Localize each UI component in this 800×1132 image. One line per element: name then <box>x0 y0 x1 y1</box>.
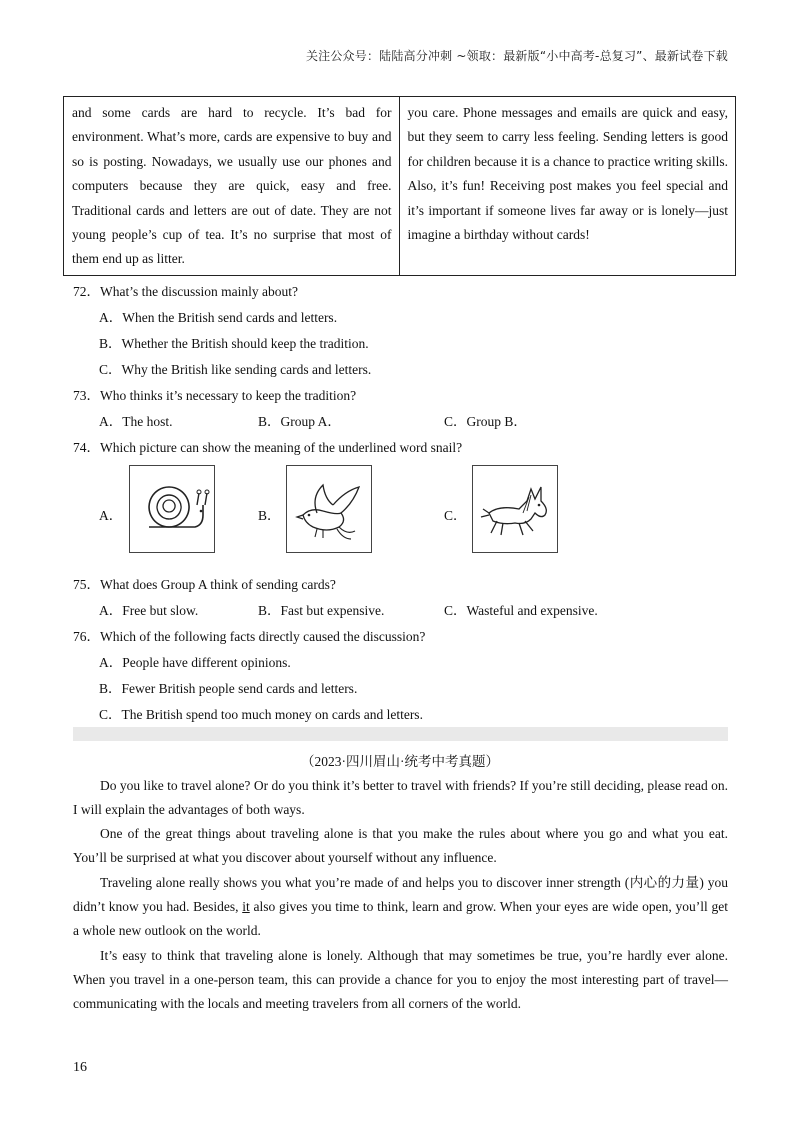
q73-option-a: A．The host. <box>99 414 173 429</box>
passage-source: （2023·四川眉山·统考中考真题） <box>301 754 499 769</box>
question-76: 76．Which of the following facts directly caused the discussion? <box>73 629 426 644</box>
q72-option-c: C．Why the British like sending cards and letters. <box>99 362 372 377</box>
passage-paragraph-1: Do you like to travel alone? Or do you think it’s better to travel with friends? If you’re still deciding, please read on. I will explain the advantages of both ways. <box>73 778 728 818</box>
opinion-table <box>63 96 736 276</box>
passage-paragraph-4: It’s easy to think that traveling alone is lonely. Although that may sometimes be true, you’re hardly ever alone. When you travel in a one-person team, this can provide a chance for you to enjoy the most interesting part of travel—communicating with the locals and meeting travelers from all corners of the world. <box>73 948 728 1012</box>
donkey-picture <box>472 465 558 553</box>
section-divider-band <box>73 727 728 741</box>
passage-paragraph-2: One of the great things about traveling alone is that you make the rules about where you go and what you eat. You’ll be surprised at what you discover about yourself without any influence. <box>73 826 728 866</box>
paragraph-3-part-2: also gives you time to think, learn and grow. When your eyes are wide open, you’ll get a whole new outlook on the world. <box>73 899 728 939</box>
bird-icon <box>289 469 369 549</box>
question-74: 74．Which picture can show the meaning of the underlined word snail? <box>73 440 463 455</box>
passage-paragraph-3 <box>73 871 728 944</box>
snail-picture <box>129 465 215 553</box>
q75-option-c: C．Wasteful and expensive. <box>444 603 598 618</box>
q76-option-b: B．Fewer British people send cards and letters. <box>99 681 358 696</box>
q73-option-c: C．Group B． <box>444 414 527 429</box>
snail-icon <box>133 469 211 549</box>
q74-option-c: C． <box>444 508 467 523</box>
table-cell-group-a: and some cards are hard to recycle. It’s bad for environment. What’s more, cards are expensive to buy and so is posting. Nowadays, we usually use our phones and computers because they are quick, easy and free. Traditional cards and letters are out of date. They are not young people’s cup of tea. It’s no surprise that most of them end up as litter. <box>64 97 400 275</box>
question-75: 75．What does Group A think of sending cards? <box>73 577 336 592</box>
q76-option-a: A．People have different opinions. <box>99 655 291 670</box>
q75-option-a: A．Free but slow. <box>99 603 199 618</box>
q74-option-b: B． <box>258 508 281 523</box>
q75-option-b: B．Fast but expensive. <box>258 603 385 618</box>
underlined-word-it: it <box>242 899 250 915</box>
page-header: 关注公众号：陆陆高分冲刺 ~领取：最新版“小中高考-总复习”、最新试卷下载 <box>305 49 728 63</box>
table-cell-group-b: you care. Phone messages and emails are quick and easy, but they seem to carry less feeling. Sending letters is good for children because it is a chance to practice writing skills. Also, it’s fun! Receiving post makes you feel special and it’s important if someone lives far away or is lonely—just imagine a birthday without cards! <box>407 105 729 243</box>
q72-option-b: B．Whether the British should keep the tradition. <box>99 336 369 351</box>
bird-picture <box>286 465 372 553</box>
question-73: 73．Who thinks it’s necessary to keep the tradition? <box>73 388 357 403</box>
q74-option-a: A． <box>99 508 123 523</box>
paragraph-3-part-1: Traveling alone really shows you what you’re made of and helps you to discover inner strength (内心的力量) you didn’t know you had. Besides, <box>73 875 728 915</box>
q73-option-b: B．Group A． <box>258 414 341 429</box>
donkey-icon <box>475 469 555 549</box>
q72-option-a: A．When the British send cards and letters. <box>99 310 338 325</box>
q76-option-c: C．The British spend too much money on cards and letters. <box>99 707 423 722</box>
question-72: 72．What’s the discussion mainly about? <box>73 284 298 299</box>
page-number: 16 <box>73 1060 87 1075</box>
